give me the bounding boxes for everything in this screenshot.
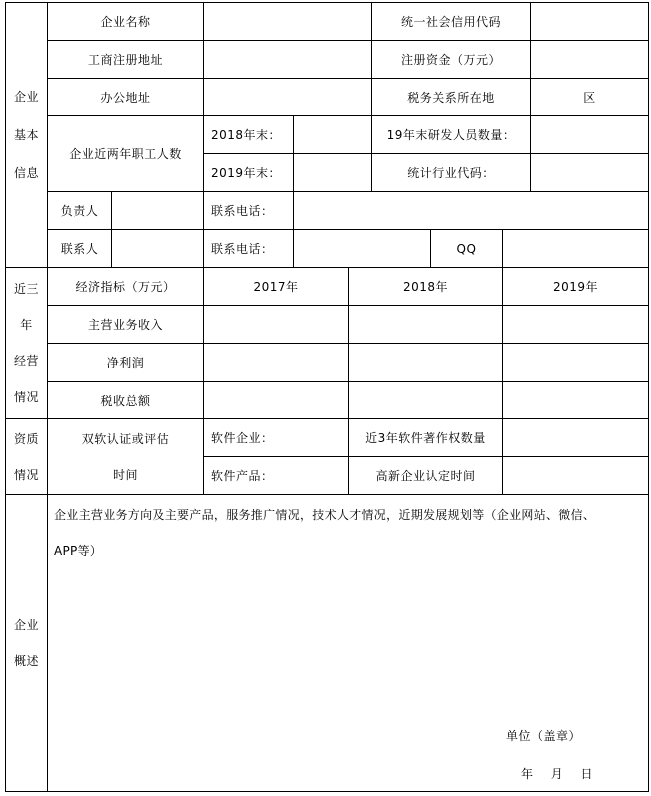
- office-address-field[interactable]: [203, 78, 372, 116]
- section-overview-label: [5, 494, 48, 792]
- revenue-2018-field[interactable]: [348, 305, 503, 344]
- section-ops-line-1: 近三: [13, 282, 39, 296]
- phone1-label: 联系电话：: [203, 191, 294, 230]
- overview-desc: [54, 497, 648, 569]
- revenue-2017-field[interactable]: [203, 305, 349, 344]
- rd-staff-field[interactable]: [530, 115, 649, 154]
- ops-header-label: 经济指标（万元）: [47, 267, 204, 306]
- section-qual-line-1: 资质: [13, 431, 39, 446]
- tax-location-field[interactable]: [530, 78, 649, 116]
- revenue-2019-field[interactable]: [502, 305, 649, 344]
- year-2018-end-label: 2018年末：: [203, 115, 294, 154]
- overview-desc-line-1: 企业主营业务方向及主要产品，服务推广情况，技术人才情况，近期发展规划等（企业网站、微信、: [54, 508, 596, 522]
- ops-year-2018: 2018年: [348, 267, 503, 306]
- section-qual-line-2: 情况: [13, 467, 39, 482]
- contact-field[interactable]: [111, 229, 204, 268]
- credit-code-field[interactable]: [530, 2, 649, 41]
- profit-2018-field[interactable]: [348, 343, 503, 382]
- section-basic-line-1: 企业: [13, 90, 39, 104]
- section-ops-line-3: 经营: [13, 354, 39, 368]
- ops-row-revenue-label: 主营业务收入: [47, 305, 204, 344]
- reg-capital-label: 注册资金（万元）: [371, 40, 531, 79]
- office-address-label: 办公地址: [47, 78, 204, 116]
- qq-label: QQ: [430, 229, 503, 268]
- software-company-label: 软件企业：: [203, 418, 349, 457]
- section-ops-label: [5, 267, 48, 419]
- year-2019-end-label: 2019年末：: [203, 153, 294, 192]
- reg-address-label: 工商注册地址: [47, 40, 204, 79]
- year-2018-end-field[interactable]: [293, 115, 372, 154]
- overview-desc-line-2: APP等）: [54, 544, 103, 558]
- dual-cert-line-1: 双软认证或评估: [81, 431, 170, 446]
- reg-capital-field[interactable]: [530, 40, 649, 79]
- phone2-field[interactable]: [293, 229, 431, 268]
- industry-code-label: 统计行业代码：: [371, 153, 531, 192]
- copyright-count-field[interactable]: [502, 418, 649, 457]
- section-qual-label: [5, 418, 48, 495]
- principal-field[interactable]: [111, 191, 204, 230]
- industry-code-field[interactable]: [530, 153, 649, 192]
- profit-2019-field[interactable]: [502, 343, 649, 382]
- tax-2018-field[interactable]: [348, 381, 503, 419]
- hitech-time-field[interactable]: [502, 456, 649, 495]
- section-ops-line-2: 年: [20, 318, 33, 332]
- hitech-time-label: 高新企业认定时间: [348, 456, 503, 495]
- tax-location-label: 税务关系所在地: [371, 78, 531, 116]
- reg-address-field[interactable]: [203, 40, 372, 79]
- section-basic-line-3: 信息: [13, 166, 39, 180]
- principal-label: 负责人: [47, 191, 112, 230]
- credit-code-label: 统一社会信用代码: [371, 2, 531, 41]
- ops-year-2019: 2019年: [502, 267, 649, 306]
- year-2019-end-field[interactable]: [293, 153, 372, 192]
- tax-2017-field[interactable]: [203, 381, 349, 419]
- seal-label: 单位（盖章）: [506, 729, 582, 743]
- section-basic-line-2: 基本: [13, 128, 39, 142]
- qq-field[interactable]: [502, 229, 649, 268]
- contact-label: 联系人: [47, 229, 112, 268]
- company-name-label: 企业名称: [47, 2, 204, 41]
- ops-row-profit-label: 净利润: [47, 343, 204, 382]
- ops-year-2017: 2017年: [203, 267, 349, 306]
- section-basic-label: [5, 2, 48, 268]
- dual-cert-label: [47, 418, 204, 495]
- section-overview-line-1: 企业: [13, 618, 39, 632]
- section-ops-line-4: 情况: [13, 390, 39, 404]
- section-overview-line-2: 概述: [13, 654, 39, 668]
- staff-count-label: 企业近两年职工人数: [47, 115, 204, 192]
- phone2-label: 联系电话：: [203, 229, 294, 268]
- software-product-label: 软件产品：: [203, 456, 349, 495]
- profit-2017-field[interactable]: [203, 343, 349, 382]
- date-label: 年 月 日: [521, 767, 594, 781]
- tax-2019-field[interactable]: [502, 381, 649, 419]
- rd-staff-label: 19年末研发人员数量：: [371, 115, 531, 154]
- district-suffix: 区: [583, 90, 596, 105]
- phone1-field[interactable]: [293, 191, 649, 230]
- company-name-field[interactable]: [203, 2, 372, 41]
- copyright-count-label: 近3年软件著作权数量: [348, 418, 503, 457]
- ops-row-tax-label: 税收总额: [47, 381, 204, 419]
- dual-cert-line-2: 时间: [112, 467, 138, 482]
